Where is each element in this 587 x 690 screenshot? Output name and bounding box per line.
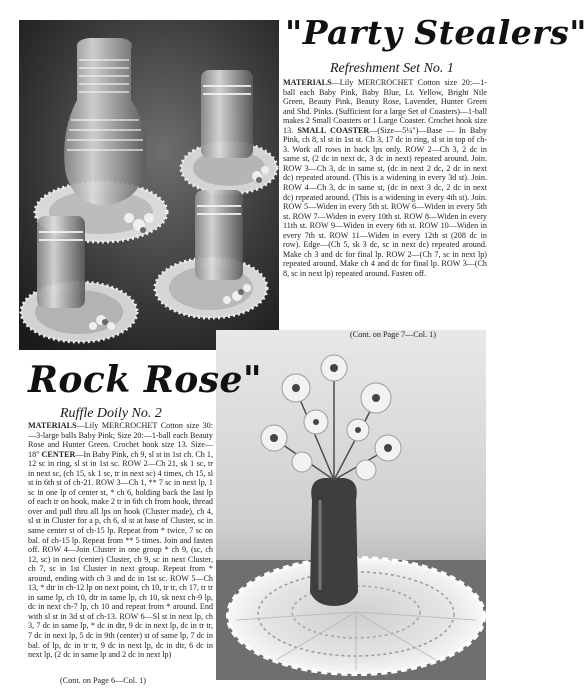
refreshment-set-instructions <box>283 78 487 324</box>
ruffle-doily-subtitle: Ruffle Doily No. 2 <box>60 406 162 421</box>
rock-rose-materials-label: MATERIALS <box>28 421 77 430</box>
materials-label: MATERIALS <box>283 78 332 87</box>
refreshment-set-subtitle: Refreshment Set No. 1 <box>330 61 454 76</box>
materials-text: —Lily MERCROCHET Cotton size 20:—1-ball each Baby Pink, Baby Blue, Lt. Yellow, Bright Nile Green, Beauty Pink, Beauty Rose, Lavender, Hunter Green and Shd. Pinks. (Sufficient for a large Set of Coasters)—1-ball makes 2 Small Coasters or 1 Large Coaster. Crochet hook size 13. <box>283 78 487 135</box>
rock-rose-materials-text: —Lily MERCROCHET Cotton size 30:—3-large balls Baby Pink; Size 20:—1-ball each Beauty Rose and Hunter Green. Crochet hook size 13. Size—18" <box>28 421 213 459</box>
ruffle-doily-instructions <box>28 421 213 679</box>
small-coaster-label: SMALL COASTER <box>297 125 370 135</box>
continued-note-top: (Cont. on Page 7—Col. 1) <box>350 330 436 339</box>
rock-rose-title: Rock Rose" <box>28 359 263 401</box>
small-coaster-text: —(Size—5¼")—Base — In Baby Pink, ch 8, sl st in 1st st. Ch 3, 17 dc in ring, sl st in top of ch-3. Work all rows in back lps only. ROW 2—Ch 3, 2 dc in same st, (2 dc in next dc, 3 dc in next) repeated around. Join. ROW 3—Ch 3, dc in same st, (dc in next 2 dc, 2 dc in next dc) repeated around. (This is a widening in every 3d st). Join. ROW 4—Ch 3, dc in same st, (dc in next 3 dc, 2 dc in next dc) repeated around. (This is a widening in every 4th st). Join. ROW 5—Widen in every 5th st. ROW 6—Widen in every 5th st. ROW 7—Widen in every 10th st. ROW 8—Widen in every 11th st. ROW 9—Widen in every 6th st. ROW 10—Widen in every 7th st. ROW 11—Widen in every 12th st (208 dc in row). Edge—(Ch 5, sk 3 dc, sc in next dc) repeated around. Make ch 3 and dc for final lp. ROW 2—(Ch 7, sc in next lp) repeated around. Make ch 4 and dc for final lp. ROW 3—(Ch 8, sc in next lp) repeated around. Fasten off. <box>283 125 487 278</box>
party-stealers-title: "Party Stealers" <box>285 13 587 52</box>
center-label: CENTER <box>41 449 76 459</box>
refreshment-set-illustration <box>19 20 279 350</box>
continued-note-bottom: (Cont. on Page 6—Col. 1) <box>60 676 146 685</box>
refreshment-set-photo <box>19 20 279 350</box>
center-text: —In Baby Pink, ch 9, sl st in 1st ch. Ch 1, 12 sc in ring, sl st in 1st sc. ROW 2—Ch 21, sk 1 sc, tr in next sc, (ch 15, sk 1 sc, tr in next sc) 4 times, ch 15, sl st in 6th st of ch-21. ROW 3—Ch 1, ** 7 sc in next lp, 1 sc in one lp of center st, * ch 6, holding back the last lp of each tr on hook, make 2 tr in 6th ch from hook, thread over and pull thru all lps on hook (Cluster made), ch 4, sl st in Cluster for a p, ch 6, sl st at base of Cluster, sc in same center st of ch-15 lp. Repeat from * twice, 7 sc on bal. of ch-15 lp. Repeat from ** 5 times. Join and fasten off. ROW 4—Join Cluster in one group * ch 9, (sc, ch 12, sc) in next (center) Cluster, ch 9, sc in next Cluster, ch 7, sc in 1st Cluster in next group. Repeat from * around, ending with ch 3 and dc in 1st sc. ROW 5—Ch 13, * dtr in ch-12 lp on next point, ch 10, tr tr, ch 17, tr tr in same lp, ch 10, dtr in same lp, ch 10, sk next ch-9 lp, dc in next ch-7 lp, ch 10 and repeat from * around. End with sl st in 3d st of ch-13. ROW 6—Sl st in next lp, ch 3, 7 dc in same lp, * dc in dtr, 9 dc in next lp, dc in tr tr, 7 dc in next lp, 5 dc in 9th (center) st of same lp, 7 dc in bal. of lp, dc in tr tr, 9 dc in next lp, dc in dtr, 6 dc in next lp, (2 dc in same lp and 2 dc in next lp) <box>28 449 214 660</box>
